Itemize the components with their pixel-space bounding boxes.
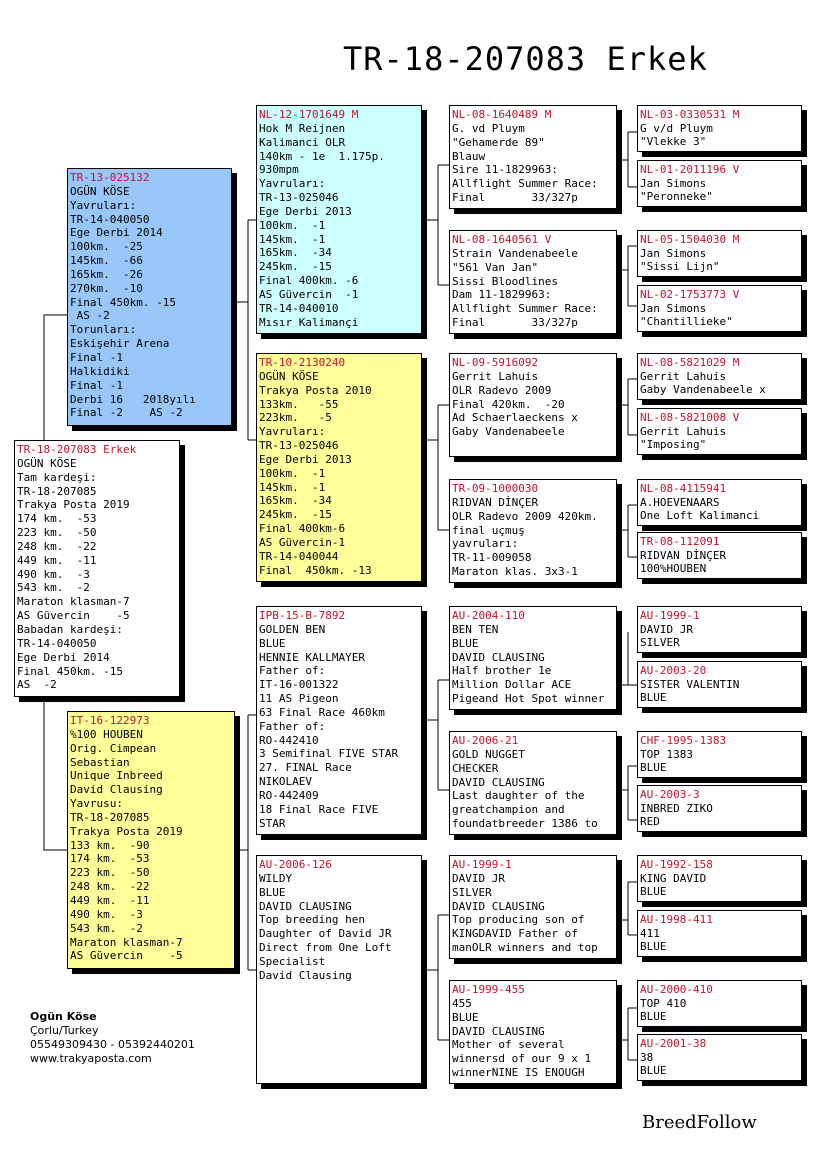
- card-line: "Sissi Lijn": [640, 260, 720, 274]
- card-line: Halkidiki: [70, 364, 130, 378]
- pedigree-card-gen5[interactable]: [637, 160, 802, 207]
- ring-number: NL-09-5916092: [452, 356, 539, 369]
- card-line: A.HOEVENAARS: [640, 495, 720, 509]
- card-line: DAVID CLAUSING: [452, 1024, 545, 1038]
- card-line: 248 km. -22: [17, 539, 97, 553]
- card-line: Orig. Cimpean: [70, 741, 157, 755]
- card-line: Final 33/327p: [452, 191, 578, 205]
- breeder-location: Çorlu/Turkey: [30, 1024, 99, 1037]
- pedigree-card-gen3[interactable]: [256, 105, 422, 334]
- card-line: 165km. -26: [70, 267, 143, 281]
- card-line: Torunları:: [70, 323, 137, 337]
- card-line: G v/d Pluym: [640, 121, 713, 135]
- pedigree-card-gen3[interactable]: [256, 606, 422, 835]
- card-line: "Vlekke 3": [640, 135, 707, 149]
- card-line: KING DAVID: [640, 871, 707, 885]
- ring-number: IT-16-122973: [70, 714, 150, 727]
- card-line: Ege Derbi 2013: [259, 452, 352, 466]
- card-line: BLUE: [452, 636, 479, 650]
- card-line: yavruları:: [452, 537, 519, 551]
- card-line: DAVID CLAUSING: [452, 650, 545, 664]
- card-line: 100km. -1: [259, 466, 326, 480]
- ring-number: AU-2000-410: [640, 983, 713, 996]
- card-line: AS Güvercin -1: [259, 287, 359, 301]
- card-line: 145km. -1: [259, 232, 326, 246]
- page-title: TR-18-207083 Erkek: [343, 40, 708, 78]
- card-line: AS Güvercin-1: [259, 535, 346, 549]
- card-line: AS Güvercin -5: [70, 949, 183, 963]
- pedigree-card-gen5[interactable]: [637, 731, 802, 778]
- card-line: BLUE: [640, 1064, 667, 1078]
- ring-number: AU-2003-20: [640, 664, 707, 677]
- card-line: 100%HOUBEN: [640, 562, 707, 576]
- card-line: Maraton klasman-7: [17, 595, 130, 609]
- card-line: Top producing son of: [452, 913, 585, 927]
- card-line: OGÜN KÖSE: [70, 184, 130, 198]
- card-line: final uçmuş: [452, 523, 525, 537]
- card-line: Million Dollar ACE: [452, 678, 572, 692]
- ring-number: TR-13-025132: [70, 171, 150, 184]
- ring-number: NL-02-1753773 V: [640, 288, 740, 301]
- pedigree-card-gen3[interactable]: [256, 353, 422, 582]
- ring-number: AU-1999-1: [452, 858, 512, 871]
- ring-number: IPB-15-B-7892: [259, 609, 346, 622]
- breeder-website[interactable]: www.trakyaposta.com: [30, 1052, 152, 1065]
- card-line: AS -2: [70, 309, 110, 323]
- card-line: foundatbreeder 1386 to: [452, 817, 598, 831]
- card-line: Sire 11-1829963:: [452, 163, 558, 177]
- card-line: Father of:: [259, 719, 326, 733]
- card-line: Specialist: [259, 954, 326, 968]
- card-line: Maraton klas. 3x3-1: [452, 565, 578, 579]
- card-line: SISTER VALENTIN: [640, 677, 740, 691]
- ring-number: CHF-1995-1383: [640, 734, 727, 747]
- ring-number: TR-18-207083 Erkek: [17, 443, 137, 456]
- card-line: BLUE: [640, 691, 667, 705]
- card-line: SILVER: [452, 885, 492, 899]
- breeder-phones: 05549309430 - 05392440201: [30, 1038, 195, 1051]
- pedigree-card-gen5[interactable]: [637, 1034, 802, 1081]
- pedigree-card-gen4[interactable]: [449, 606, 617, 710]
- card-line: Final -1: [70, 350, 123, 364]
- card-line: IT-16-001322: [259, 678, 339, 692]
- pedigree-card-gen5[interactable]: [637, 980, 802, 1027]
- pedigree-card-gen4[interactable]: [449, 731, 617, 835]
- card-line: DAVID JR: [452, 871, 505, 885]
- card-line: Yavrusu:: [70, 797, 123, 811]
- card-line: GOLDEN BEN: [259, 622, 326, 636]
- card-line: 930mpm: [259, 163, 299, 177]
- card-line: Derbi 16 2018yılı: [70, 392, 196, 406]
- ring-number: NL-08-1640489 M: [452, 108, 552, 121]
- card-line: Top breeding hen: [259, 913, 365, 927]
- card-line: Unique Inbreed: [70, 769, 163, 783]
- card-line: Final 33/327p: [452, 316, 578, 330]
- card-line: BEN TEN: [452, 622, 499, 636]
- brand-logo: BreedFollow: [642, 1112, 757, 1133]
- card-line: 133 km. -90: [70, 838, 150, 852]
- card-line: Dam 11-1829963:: [452, 288, 552, 302]
- card-line: TR-14-040050: [17, 636, 97, 650]
- card-line: David Clausing: [259, 968, 352, 982]
- card-line: Final -2 AS -2: [70, 406, 183, 420]
- breeder-name: Ogün Köse: [30, 1010, 97, 1023]
- card-line: Gaby Vandenabeele x: [640, 383, 766, 397]
- card-line: TR-13-025046: [259, 439, 339, 453]
- card-line: Babadan kardeşi:: [17, 622, 123, 636]
- card-line: Father of:: [259, 664, 326, 678]
- card-line: Gaby Vandenabeele: [452, 425, 565, 439]
- card-line: BLUE: [640, 761, 667, 775]
- card-line: Half brother 1e: [452, 664, 552, 678]
- card-line: CHECKER: [452, 761, 499, 775]
- card-line: 165km. -34: [259, 494, 332, 508]
- card-line: Ad Schaerlaeckens x: [452, 411, 578, 425]
- card-line: OLR Radevo 2009: [452, 383, 552, 397]
- card-line: Final -1: [70, 378, 123, 392]
- card-line: BLUE: [640, 885, 667, 899]
- pedigree-card-gen5[interactable]: [637, 661, 802, 708]
- pedigree-card-gen4[interactable]: [449, 855, 617, 959]
- card-line: Mother of several: [452, 1038, 565, 1052]
- card-line: Trakya Posta 2010: [259, 383, 372, 397]
- ring-number: NL-05-1504030 M: [640, 233, 740, 246]
- card-line: OLR Radevo 2009 420km.: [452, 509, 598, 523]
- pedigree-card-subject[interactable]: [14, 440, 180, 697]
- card-line: KINGDAVID Father of: [452, 927, 578, 941]
- card-line: HENNIE KALLMAYER: [259, 650, 365, 664]
- card-line: RIDVAN DİNÇER: [452, 495, 539, 509]
- breeder-contact: [30, 1010, 260, 1066]
- card-line: Sissi Bloodlines: [452, 274, 558, 288]
- ring-number: AU-2006-126: [259, 858, 332, 871]
- card-line: Strain Vandenabeele: [452, 246, 578, 260]
- card-line: Final 450km. -13: [259, 563, 372, 577]
- ring-number: NL-01-2011196 V: [640, 163, 740, 176]
- card-line: Allflight Summer Race:: [452, 302, 598, 316]
- pedigree-card-gen4[interactable]: [449, 353, 617, 457]
- card-line: Daughter of David JR: [259, 927, 392, 941]
- card-line: Trakya Posta 2019: [70, 824, 183, 838]
- card-line: One Loft Kalimanci: [640, 509, 760, 523]
- ring-number: NL-03-0330531 M: [640, 108, 740, 121]
- pedigree-card-gen5[interactable]: [637, 532, 802, 579]
- card-line: DAVID CLAUSING: [259, 899, 352, 913]
- card-line: manOLR winners and top: [452, 941, 598, 955]
- card-line: 27. FINAL Race: [259, 761, 352, 775]
- card-line: INBRED ZIKO: [640, 801, 713, 815]
- card-line: RO-442409: [259, 788, 319, 802]
- ring-number: NL-08-4115941: [640, 482, 727, 495]
- pedigree-card-gen4[interactable]: [449, 230, 617, 334]
- card-line: Kalimanci OLR: [259, 135, 346, 149]
- ring-number: NL-08-5821029 M: [640, 356, 740, 369]
- card-line: Jan Simons: [640, 246, 707, 260]
- card-line: Yavruları:: [259, 425, 326, 439]
- ring-number: AU-2001-38: [640, 1037, 707, 1050]
- pedigree-card-gen5[interactable]: [637, 910, 802, 957]
- card-line: TR-18-207085: [17, 484, 97, 498]
- ring-number: AU-2006-21: [452, 734, 519, 747]
- card-line: Ege Derbi 2014: [70, 226, 163, 240]
- card-line: BLUE: [640, 1010, 667, 1024]
- card-line: 223 km. -50: [70, 866, 150, 880]
- card-line: Jan Simons: [640, 176, 707, 190]
- card-line: Maraton klasman-7: [70, 935, 183, 949]
- ring-number: NL-08-5821008 V: [640, 411, 740, 424]
- card-line: RIDVAN DİNÇER: [640, 548, 727, 562]
- card-line: 449 km. -11: [17, 553, 97, 567]
- card-line: 165km. -34: [259, 246, 332, 260]
- card-line: NIKOLAEV: [259, 775, 312, 789]
- card-line: 543 km. -2: [70, 921, 143, 935]
- card-line: DAVID JR: [640, 622, 693, 636]
- ring-number: TR-09-1000030: [452, 482, 539, 495]
- card-line: Jan Simons: [640, 301, 707, 315]
- card-line: OGÜN KÖSE: [17, 456, 77, 470]
- card-line: TR-11-009058: [452, 551, 532, 565]
- card-line: Final 400km-6: [259, 522, 346, 536]
- card-line: Allflight Summer Race:: [452, 177, 598, 191]
- card-line: Sebastian: [70, 755, 130, 769]
- card-line: Final 450km. -15: [17, 664, 123, 678]
- pedigree-card-gen5[interactable]: [637, 479, 802, 526]
- card-line: SILVER: [640, 636, 680, 650]
- card-line: 270km. -10: [70, 281, 143, 295]
- card-line: 490 km. -3: [70, 907, 143, 921]
- card-line: Tam kardeşi:: [17, 470, 97, 484]
- pedigree-card-sire[interactable]: [67, 168, 232, 426]
- card-line: Ege Derbi 2013: [259, 204, 352, 218]
- card-line: 145km. -1: [259, 480, 326, 494]
- card-line: Yavruları:: [70, 198, 137, 212]
- card-line: 100km. -25: [70, 240, 143, 254]
- card-line: 223 km. -50: [17, 526, 97, 540]
- ring-number: AU-1998-411: [640, 913, 713, 926]
- card-line: WILDY: [259, 871, 293, 885]
- pedigree-card-gen4[interactable]: [449, 479, 617, 583]
- card-line: 100km. -1: [259, 218, 326, 232]
- card-line: 145km. -66: [70, 254, 143, 268]
- card-line: BLUE: [640, 940, 667, 954]
- card-line: 63 Final Race 460km: [259, 705, 385, 719]
- card-line: 18 Final Race FIVE: [259, 802, 379, 816]
- card-line: 38: [640, 1050, 654, 1064]
- card-line: Pigeand Hot Spot winner: [452, 692, 605, 706]
- card-line: Direct from One Loft: [259, 941, 392, 955]
- pedigree-card-gen5[interactable]: [637, 408, 802, 455]
- pedigree-card-gen5[interactable]: [637, 285, 802, 332]
- ring-number: NL-12-1701649 M: [259, 108, 359, 121]
- card-line: Final 400km. -6: [259, 274, 359, 288]
- pedigree-card-gen5[interactable]: [637, 606, 802, 653]
- card-line: "Chantillieke": [640, 315, 733, 329]
- card-line: Trakya Posta 2019: [17, 498, 130, 512]
- card-line: Ege Derbi 2014: [17, 650, 110, 664]
- card-line: winnersd of our 9 x 1: [452, 1052, 592, 1066]
- card-line: 174 km. -53: [70, 852, 150, 866]
- card-line: 543 km. -2: [17, 581, 90, 595]
- card-line: TR-18-207085: [70, 810, 150, 824]
- pedigree-card-gen5[interactable]: [637, 105, 802, 152]
- card-line: RO-442410: [259, 733, 319, 747]
- card-line: TR-13-025046: [259, 191, 339, 205]
- card-line: 248 km. -22: [70, 880, 150, 894]
- card-line: 245km. -15: [259, 508, 332, 522]
- card-line: STAR: [259, 816, 286, 830]
- card-line: RED: [640, 815, 660, 829]
- card-line: Yavruları:: [259, 177, 326, 191]
- card-line: Gerrit Lahuis: [452, 369, 539, 383]
- card-line: BLUE: [452, 1010, 479, 1024]
- card-line: AS Güvercin -5: [17, 609, 130, 623]
- card-line: AS -2: [17, 678, 57, 692]
- card-line: BLUE: [259, 885, 286, 899]
- card-line: DAVID CLAUSING: [452, 775, 545, 789]
- card-line: Final 420km. -20: [452, 397, 565, 411]
- card-line: DAVID CLAUSING: [452, 899, 545, 913]
- card-line: TOP 1383: [640, 747, 693, 761]
- card-line: Eskişehir Arena: [70, 337, 170, 351]
- card-line: 133km. -55: [259, 397, 339, 411]
- ring-number: AU-1999-1: [640, 609, 700, 622]
- card-line: TR-14-040044: [259, 549, 339, 563]
- card-line: "Gehamerde 89": [452, 135, 545, 149]
- pedigree-card-dam[interactable]: [67, 711, 235, 969]
- card-line: TR-14-040050: [70, 212, 150, 226]
- card-line: G. vd Pluym: [452, 121, 525, 135]
- ring-number: TR-10-2130240: [259, 356, 346, 369]
- ring-number: AU-2003-3: [640, 788, 700, 801]
- card-line: "Imposing": [640, 438, 707, 452]
- card-line: winnerNINE IS ENOUGH: [452, 1066, 585, 1080]
- card-line: 490 km. -3: [17, 567, 90, 581]
- card-line: 449 km. -11: [70, 893, 150, 907]
- card-line: 3 Semifinal FIVE STAR: [259, 747, 399, 761]
- card-line: Mısır Kalimançi: [259, 315, 359, 329]
- ring-number: TR-08-112091: [640, 535, 720, 548]
- pedigree-card-gen5[interactable]: [637, 785, 802, 832]
- pedigree-card-gen3[interactable]: [256, 855, 422, 1084]
- card-line: Gerrit Lahuis: [640, 369, 727, 383]
- card-line: GOLD NUGGET: [452, 747, 525, 761]
- card-line: 245km. -15: [259, 260, 332, 274]
- pedigree-card-gen5[interactable]: [637, 855, 802, 902]
- pedigree-card-gen5[interactable]: [637, 353, 802, 400]
- ring-number: AU-1992-158: [640, 858, 713, 871]
- ring-number: NL-08-1640561 V: [452, 233, 552, 246]
- card-line: 455: [452, 996, 472, 1010]
- card-line: 411: [640, 926, 660, 940]
- pedigree-card-gen4[interactable]: [449, 105, 617, 209]
- card-line: 174 km. -53: [17, 512, 97, 526]
- pedigree-card-gen5[interactable]: [637, 230, 802, 277]
- card-line: Blauw: [452, 149, 486, 163]
- card-line: 223km. -5: [259, 411, 332, 425]
- card-line: greatchampion and: [452, 803, 565, 817]
- pedigree-card-gen4[interactable]: [449, 980, 617, 1084]
- card-line: David Clausing: [70, 783, 163, 797]
- card-line: TOP 410: [640, 996, 687, 1010]
- card-line: Final 450km. -15: [70, 295, 176, 309]
- card-line: %100 HOUBEN: [70, 727, 143, 741]
- card-line: "Peronneke": [640, 190, 713, 204]
- card-line: 140km - 1e 1.175p.: [259, 149, 385, 163]
- card-line: BLUE: [259, 636, 286, 650]
- card-line: "561 Van Jan": [452, 260, 539, 274]
- card-line: TR-14-040010: [259, 301, 339, 315]
- card-line: Gerrit Lahuis: [640, 424, 727, 438]
- card-line: Last daughter of the: [452, 789, 585, 803]
- card-line: 11 AS Pigeon: [259, 692, 339, 706]
- card-line: Hok M Reijnen: [259, 121, 346, 135]
- ring-number: AU-1999-455: [452, 983, 525, 996]
- ring-number: AU-2004-110: [452, 609, 525, 622]
- card-line: OGÜN KÖSE: [259, 369, 319, 383]
